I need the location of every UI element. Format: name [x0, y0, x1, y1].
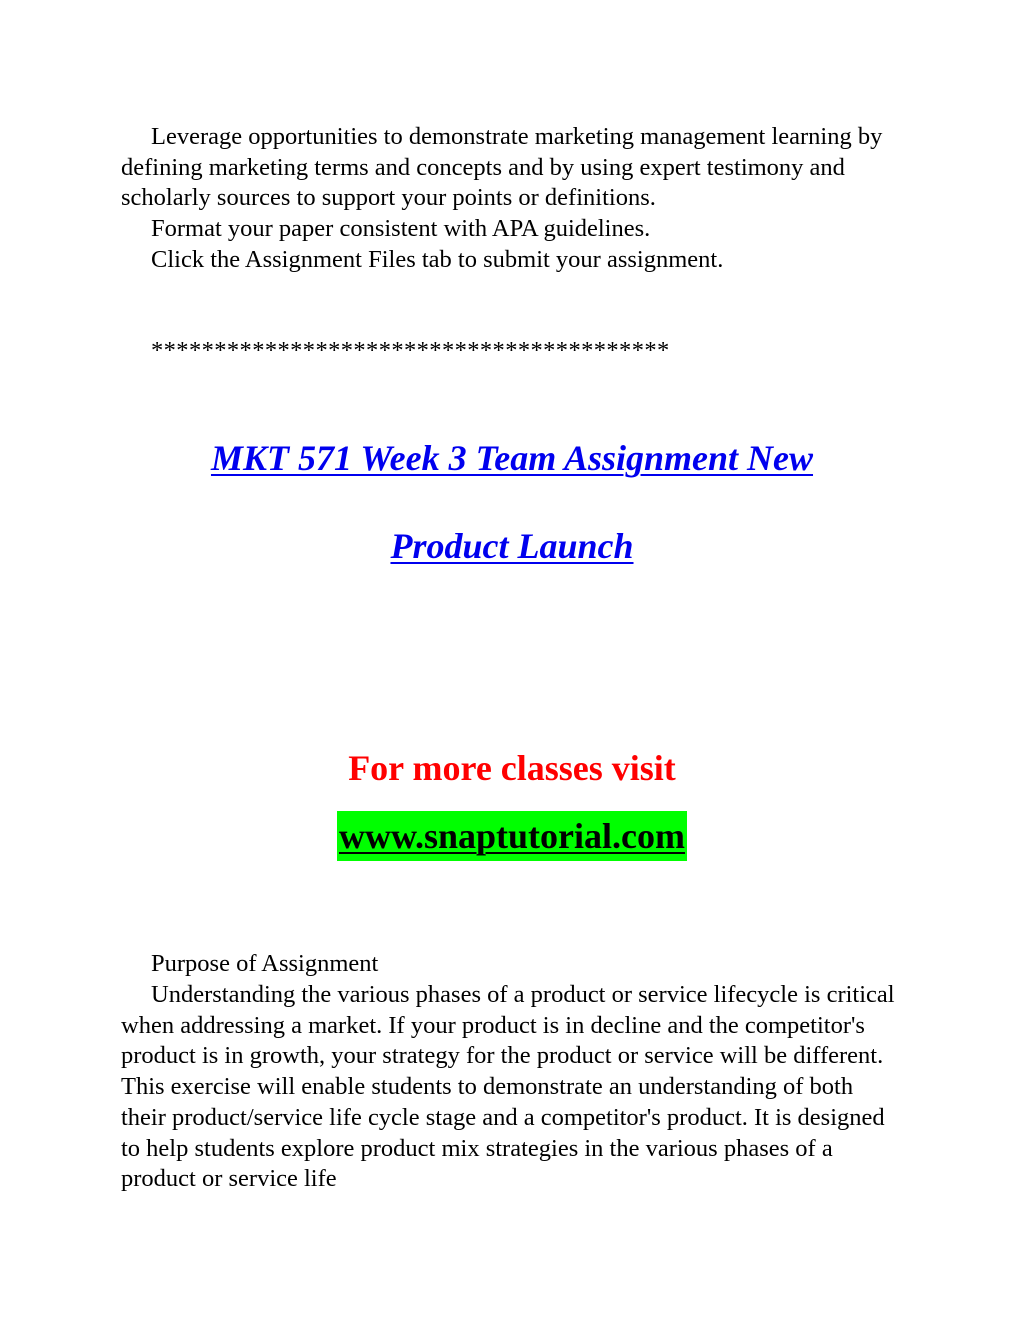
format-instruction: Format your paper consistent with APA guidelines. [151, 215, 651, 242]
promo-url-link[interactable]: www.snaptutorial.com [337, 811, 687, 861]
course-title-link-line2[interactable]: Product Launch [390, 526, 634, 566]
purpose-heading: Purpose of Assignment [151, 950, 379, 977]
purpose-body: Understanding the various phases of a product or service lifecycle is critical when addressing a market. If your product is in decline and the competitor's product is in growth, your strategy for the product or service will be different. This exercise will enable students to demonstrate an understanding of both their product/service life cycle stage and a competitor's product. It is designed to help students explore product mix strategies in the various phases of a product or service life [121, 981, 895, 1193]
promo-url-container [0, 811, 1024, 869]
course-title-link-line1[interactable]: MKT 571 Week 3 Team Assignment New [210, 438, 814, 478]
separator-line: ***************************************** [151, 337, 670, 364]
submit-instruction: Click the Assignment Files tab to submit your assignment. [151, 246, 724, 273]
promo-text: For more classes visit [348, 748, 676, 788]
intro-paragraph: Leverage opportunities to demonstrate marketing management learning by defining marketing terms and concepts and by using expert testimony and scholarly sources to support your points or definitions. [121, 123, 883, 212]
